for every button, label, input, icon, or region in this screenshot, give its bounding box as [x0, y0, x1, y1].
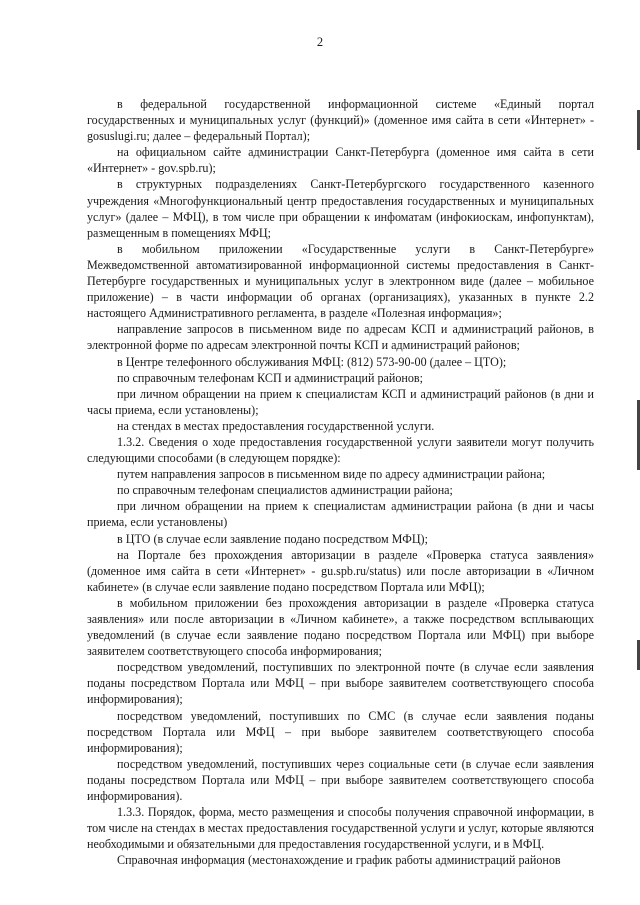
paragraph: по справочным телефонам специалистов администрации района; [117, 483, 453, 498]
paragraph: при личном обращении на прием к специалистам КСП и администраций районов (в дни и часы приема, если установлены); [87, 386, 594, 417]
paragraph: на Портале без прохождения авторизации в разделе «Проверка статуса заявления» (доменное имя сайта в сети «Интернет» - gu.spb.ru/status) или после авторизации в «Личном кабинете» (в случае если заявление подано посредством Портала или МФЦ); [87, 547, 594, 594]
paragraph: направление запросов в письменном виде по адресам КСП и администраций районов, в электронной форме по адресам электронной почты КСП и администраций районов; [87, 322, 594, 353]
paragraph: при личном обращении на прием к специалистам администрации района (в дни и часы приема, если установлены) [87, 499, 594, 530]
paragraph: на стендах в местах предоставления государственной услуги. [117, 418, 435, 433]
paragraph: посредством уведомлений, поступивших через социальные сети (в случае если заявления поданы посредством Портала или МФЦ – при выборе заявителем соответствующего способа информирования). [87, 756, 594, 804]
paragraph: в федеральной государственной информационной системе «Единый портал государственных и муниципальных услуг (функций)» (доменное имя сайта в сети «Интернет» - gosuslugi.ru; далее – федеральный Портал); [87, 97, 594, 144]
paragraph: в ЦТО (в случае если заявление подано посредством МФЦ); [117, 531, 428, 546]
paragraph: на официальном сайте администрации Санкт-Петербурга (доменное имя сайта в сети «Интернет» - gov.spb.ru); [87, 145, 594, 176]
document-body [87, 96, 594, 869]
paragraph: Справочная информация (местонахождение и график работы администраций районов [117, 853, 561, 868]
paragraph: путем направления запросов в письменном виде по адресу администрации района; [117, 467, 546, 482]
paragraph: в мобильном приложении «Государственные услуги в Санкт-Петербурге» Межведомственной автоматизированной информационной системы предоставления в Санкт-Петербурге государственных и муниципальных услуг в электронном виде (далее – мобильное приложение) – в части информации об органах (организациях), указанных в пункте 2.2 настоящего Административного регламента, в разделе «Полезная информация»; [87, 241, 594, 321]
section-paragraph: 1.3.2. Сведения о ходе предоставления государственной услуги заявители могут получить следующими способами (в следующем порядке): [87, 434, 594, 466]
section-paragraph: 1.3.3. Порядок, форма, место размещения и способы получения справочной информации, в том числе на стендах в местах предоставления государственной услуги и услуг, которые являются необходимыми и обязательными для предоставления государственной услуги, и в МФЦ. [87, 805, 594, 852]
page-number: 2 [316, 35, 324, 49]
paragraph: посредством уведомлений, поступивших по СМС (в случае если заявления поданы посредством Портала или МФЦ – при выборе заявителем соответствующего способа информирования); [87, 708, 594, 755]
paragraph: в Центре телефонного обслуживания МФЦ: (812) 573-90-00 (далее – ЦТО); [117, 354, 507, 369]
paragraph: посредством уведомлений, поступивших по электронной почте (в случае если заявления поданы посредством Портала или МФЦ – при выборе заявителем соответствующего способа информирования); [87, 660, 594, 707]
paragraph: в мобильном приложении без прохождения авторизации в разделе «Проверка статуса заявления» или после авторизации в «Личном кабинете», а также посредством всплывающих уведомлений (в случае если заявление подано посредством Портала или МФЦ) при выборе заявителем соответствующего способа информирования; [87, 595, 594, 659]
paragraph: по справочным телефонам КСП и администраций районов; [117, 370, 423, 385]
paragraph: в структурных подразделениях Санкт-Петербургского государственного казенного учреждения «Многофункциональный центр предоставления государственных и муниципальных услуг» (далее – МФЦ), в том числе при обращении к инфоматам (инфокиоскам, инфопунктам), размещенным в помещениях МФЦ; [87, 177, 594, 240]
